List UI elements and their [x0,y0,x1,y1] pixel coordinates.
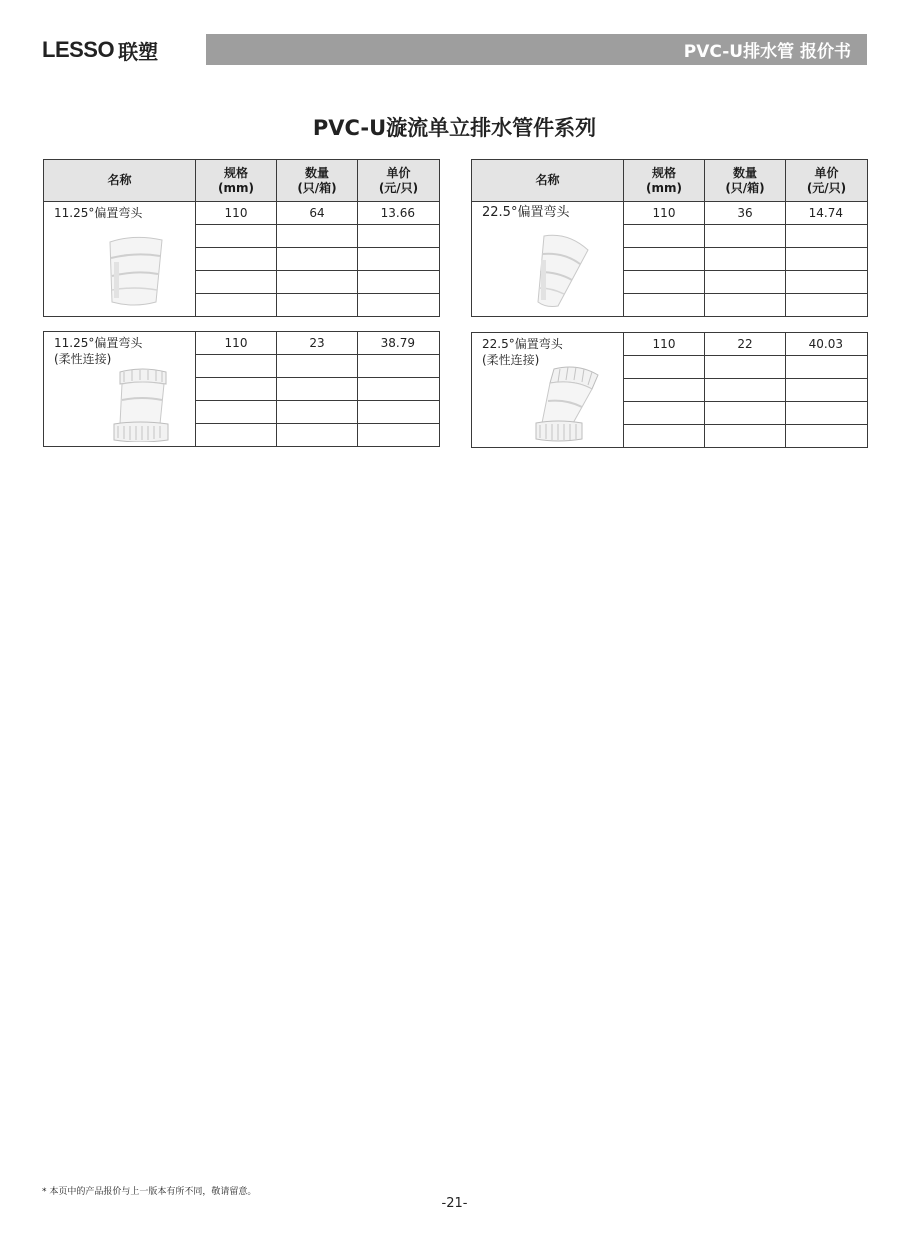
price-cell: 13.66 [358,202,440,225]
col-header-qty: 数量 (只/箱) [277,160,358,202]
logo-en: LESSO [42,37,115,62]
product-table-top-left [43,159,440,317]
qty-cell: 22 [705,333,786,356]
product-name-cell [44,202,196,317]
col-header-spec: 规格 (mm) [624,160,705,202]
footnote: * 本页中的产品报价与上一版本有所不同，敬请留意。 [42,1187,257,1197]
spec-cell: 110 [196,202,277,225]
flexible-offset-elbow-icon [110,368,174,442]
logo-cn: 联塑 [118,39,159,64]
product-table-top-right [471,159,868,317]
qty-cell: 36 [705,202,786,225]
table-header-row [44,160,440,202]
header-bar [206,34,867,65]
col-header-qty: 数量 (只/箱) [705,160,786,202]
product-name-cell [44,332,196,447]
spec-cell: 110 [624,202,705,225]
price-cell: 38.79 [358,332,440,355]
page-title: PVC-U漩流单立排水管件系列 [312,116,597,140]
col-header-name: 名称 [472,160,624,202]
col-header-spec: 规格 (mm) [196,160,277,202]
table-header-row [472,160,868,202]
product-name-cell [472,202,624,317]
qty-cell: 23 [277,332,358,355]
product-name-cell [472,333,624,448]
product-name-note: (柔性连接) [482,353,540,367]
qty-cell: 64 [277,202,358,225]
col-header-price: 单价 (元/只) [358,160,440,202]
price-cell: 40.03 [786,333,868,356]
spec-cell: 110 [196,332,277,355]
product-table-bottom-left [43,331,440,447]
table-row [44,202,440,225]
product-name: 11.25°偏置弯头 [54,336,143,350]
table-row [472,333,868,356]
flexible-offset-elbow-icon [532,363,604,443]
product-name: 22.5°偏置弯头 [482,337,563,351]
product-name: 11.25°偏置弯头 [54,206,143,220]
table-row [44,332,440,355]
offset-elbow-icon [104,232,172,308]
price-cell: 14.74 [786,202,868,225]
offset-elbow-icon [532,230,594,310]
page-number: -21- [441,1196,468,1211]
col-header-price: 单价 (元/只) [786,160,868,202]
table-row [472,202,868,225]
col-header-name: 名称 [44,160,196,202]
product-name-note: (柔性连接) [54,352,112,366]
spec-cell: 110 [624,333,705,356]
product-table-bottom-right [471,332,868,448]
header-title: PVC-U排水管 报价书 [683,42,851,62]
product-name: 22.5°偏置弯头 [482,205,570,220]
lesso-logo [42,36,158,64]
